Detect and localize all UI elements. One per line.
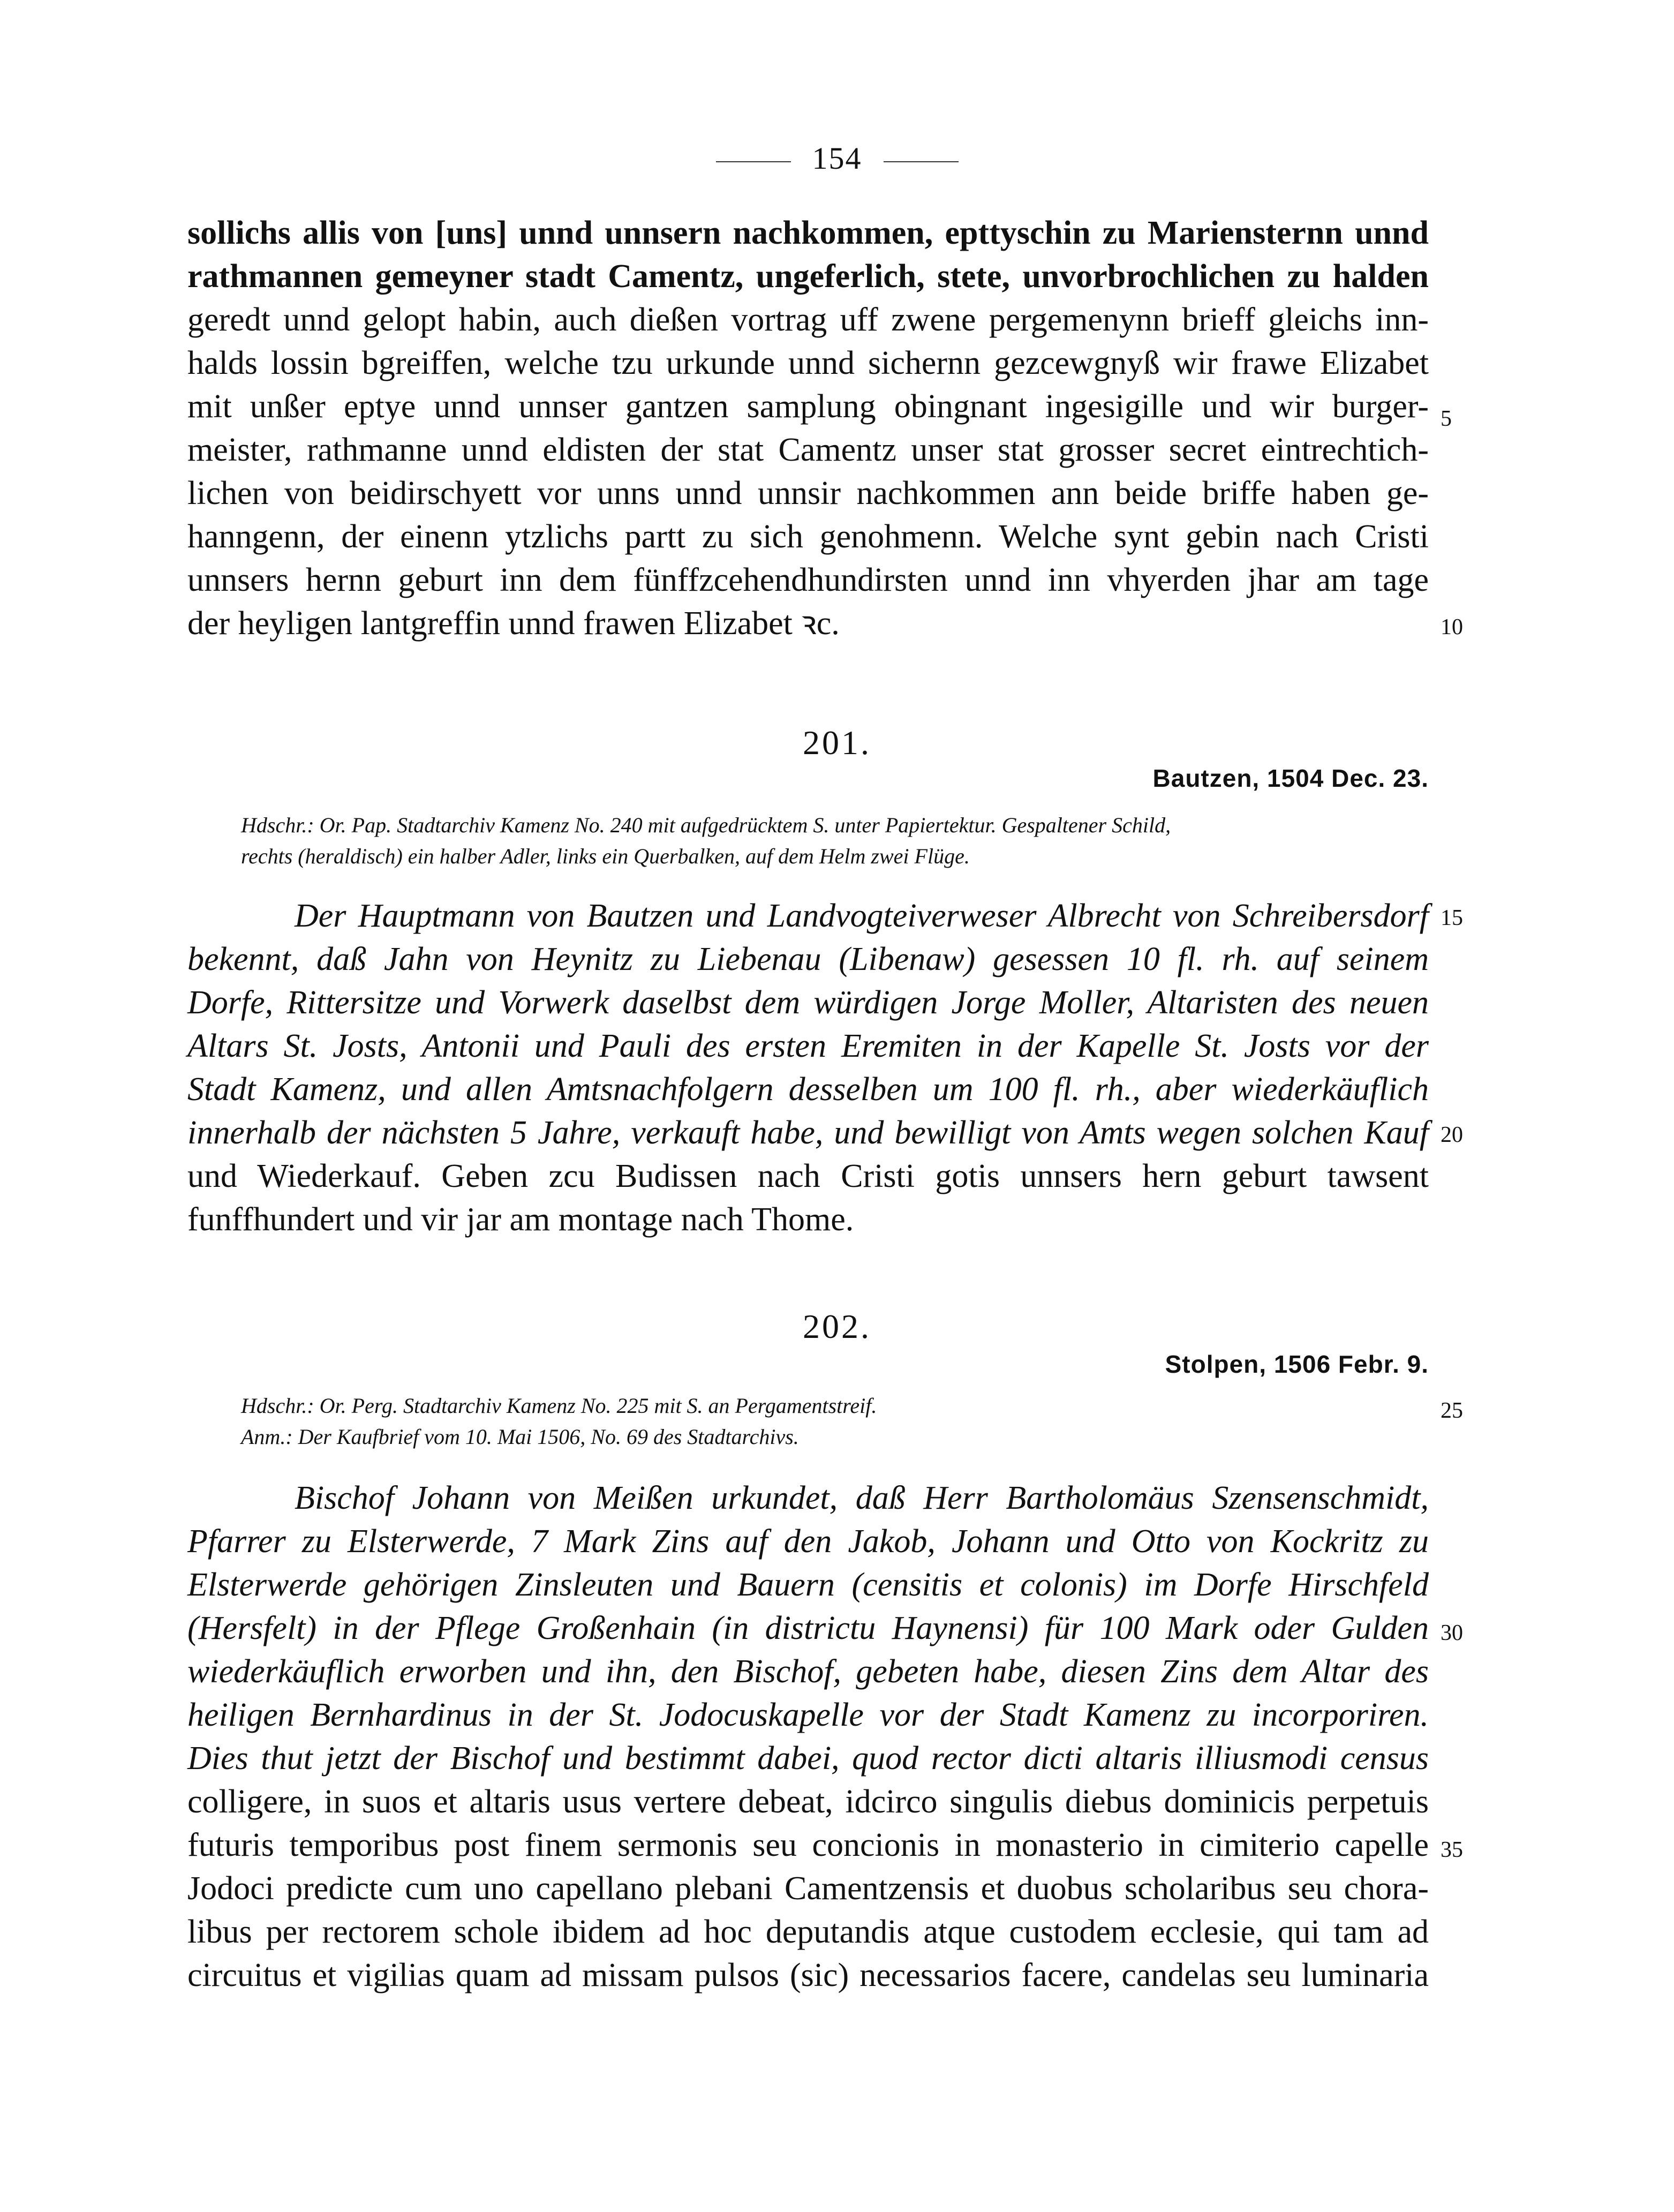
text-line: geredt unnd gelopt habin, auch dießen vortrag uff zwene pergemenynn brieff gleichs inn-: [187, 302, 1429, 338]
line-number: 10: [1441, 615, 1463, 639]
header-rule-right: [884, 161, 959, 162]
line-number: 35: [1441, 1838, 1463, 1862]
source-note-202-line: Anm.: Der Kaufbrief vom 10. Mai 1506, No. 69 des Stadtarchivs.: [241, 1425, 799, 1449]
text-line: Jodoci predicte cum uno capellano plebani Camentzensis et duobus scholaribus seu chora-: [187, 1870, 1429, 1907]
text-line: colligere, in suos et altaris usus vertere debeat, idcirco singulis diebus dominicis perpetuis: [187, 1784, 1429, 1820]
text-line: Bischof Johann von Meißen urkundet, daß Herr Bartholomäus Szensenschmidt,: [295, 1480, 1429, 1516]
line-number: 5: [1441, 407, 1452, 431]
text-line: (Hersfelt) in der Pflege Großenhain (in districtu Haynensi) für 100 Mark oder Gulden: [187, 1610, 1429, 1646]
text-line: meister, rathmanne unnd eldisten der stat Camentz unser stat grosser secret eintrechtich-: [187, 432, 1429, 468]
text-line: der heyligen lantgreffin unnd frawen Elizabet ꝛc.: [187, 605, 840, 642]
text-line: libus per rectorem schole ibidem ad hoc deputandis atque custodem ecclesie, qui tam ad: [187, 1914, 1429, 1950]
text-line: mit unßer eptye unnd unnser gantzen samplung obingnant ingesigille und wir burger-: [187, 388, 1429, 425]
text-line: Stadt Kamenz, und allen Amtsnachfolgern desselben um 100 fl. rh., aber wiederkäuflich: [187, 1071, 1429, 1108]
place-date-202: Stolpen, 1506 Febr. 9.: [1165, 1350, 1429, 1378]
text-line: rathmannen gemeyner stadt Camentz, ungeferlich, stete, unvorbrochlichen zu halden: [187, 258, 1429, 295]
text-line: Dorfe, Rittersitze und Vorwerk daselbst dem würdigen Jorge Moller, Altaristen des neuen: [187, 984, 1429, 1021]
entry-number-202: 202.: [803, 1307, 871, 1345]
text-line: Elsterwerde gehörigen Zinsleuten und Bauern (censitis et colonis) im Dorfe Hirschfeld: [187, 1567, 1429, 1603]
entry-number-201: 201.: [803, 724, 871, 762]
text-line: innerhalb der nächsten 5 Jahre, verkauft habe, und bewilligt von Amts wegen solchen Kauf: [187, 1115, 1429, 1151]
text-line: sollichs allis von [uns] unnd unnsern nachkommen, epttyschin zu Mariensternn unnd: [187, 215, 1429, 251]
page-number: 154: [812, 141, 862, 176]
text-line: futuris temporibus post finem sermonis seu concionis in monasterio in cimiterio capelle: [187, 1827, 1429, 1863]
source-note-201-line: Hdschr.: Or. Pap. Stadtarchiv Kamenz No. 240 mit aufgedrücktem S. unter Papiertektur. Gespaltener Schild,: [241, 813, 1171, 837]
text-line: Pfarrer zu Elsterwerde, 7 Mark Zins auf den Jakob, Johann und Otto von Kockritz zu: [187, 1523, 1429, 1560]
line-number: 15: [1441, 906, 1463, 930]
text-line: halds lossin bgreiffen, welche tzu urkunde unnd sichernn gezcewgnyß wir frawe Elizabet: [187, 345, 1429, 381]
line-number: 20: [1441, 1123, 1463, 1147]
text-line: wiederkäuflich erworben und ihn, den Bischof, gebeten habe, diesen Zins dem Altar des: [187, 1653, 1429, 1690]
text-line: funffhundert und vir jar am montage nach Thome.: [187, 1201, 854, 1238]
text-line: bekennt, daß Jahn von Heynitz zu Liebenau (Libenaw) gesessen 10 fl. rh. auf seinem: [187, 941, 1429, 977]
source-note-202-line: Hdschr.: Or. Perg. Stadtarchiv Kamenz No. 225 mit S. an Pergamentstreif.: [241, 1394, 877, 1418]
text-line: hanngenn, der einenn ytzlichs partt zu sich genohmenn. Welche synt gebin nach Cristi: [187, 518, 1429, 555]
text-line: Der Hauptmann von Bautzen und Landvogteiverweser Albrecht von Schreibersdorf: [295, 898, 1429, 934]
text-line: unnsers hernn geburt inn dem fünffzcehendhundirsten unnd inn vhyerden jhar am tage: [187, 562, 1429, 598]
text-line: Altars St. Josts, Antonii und Pauli des ersten Eremiten in der Kapelle St. Josts vor der: [187, 1028, 1429, 1064]
line-number: 30: [1441, 1621, 1463, 1645]
text-line: und Wiederkauf. Geben zcu Budissen nach Cristi gotis unnsers hern geburt tawsent: [187, 1158, 1429, 1194]
source-note-201-line: rechts (heraldisch) ein halber Adler, links ein Querbalken, auf dem Helm zwei Flüge.: [241, 844, 970, 868]
text-line: lichen von beidirschyett vor unns unnd unnsir nachkommen ann beide briffe haben ge-: [187, 475, 1429, 511]
line-number: 25: [1441, 1398, 1463, 1423]
text-line: Dies thut jetzt der Bischof und bestimmt dabei, quod rector dicti altaris illiusmodi census: [187, 1740, 1429, 1777]
text-line: circuitus et vigilias quam ad missam pulsos (sic) necessarios facere, candelas seu luminaria: [187, 1957, 1429, 1993]
page-header: [0, 140, 1674, 176]
header-rule-left: [716, 161, 791, 162]
place-date-201: Bautzen, 1504 Dec. 23.: [1152, 764, 1429, 792]
text-line: heiligen Bernhardinus in der St. Jodocuskapelle vor der Stadt Kamenz zu incorporiren.: [187, 1697, 1429, 1733]
